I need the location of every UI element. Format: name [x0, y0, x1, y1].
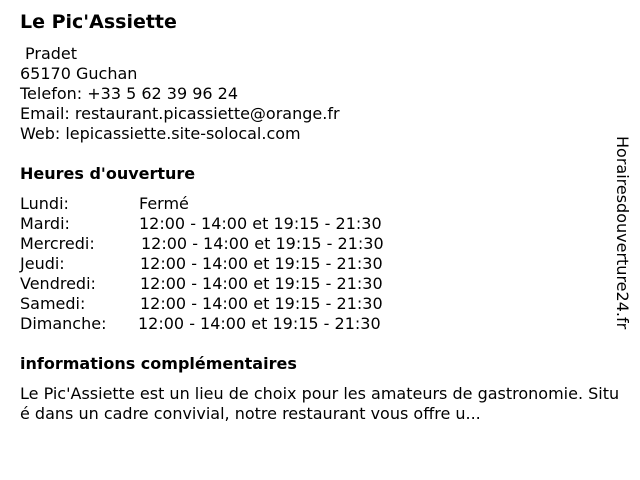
website: Web: lepicassiette.site-solocal.com: [20, 124, 301, 143]
day-label: Vendredi:: [20, 274, 96, 293]
info-heading: informations complémentaires: [20, 354, 297, 373]
day-time: 12:00 - 14:00 et 19:15 - 21:30: [140, 254, 383, 273]
hours-row-mercredi: [20, 234, 384, 254]
day-time: 12:00 - 14:00 et 19:15 - 21:30: [140, 274, 383, 293]
hours-row-vendredi: [20, 274, 384, 294]
hours-table: [20, 194, 384, 334]
day-time: 12:00 - 14:00 et 19:15 - 21:30: [138, 314, 381, 333]
address-street: Pradet: [25, 44, 78, 63]
day-time: 12:00 - 14:00 et 19:15 - 21:30: [141, 234, 384, 253]
hours-row-lundi: [20, 194, 384, 214]
email: Email: restaurant.picassiette@orange.fr: [20, 104, 340, 123]
day-label: Jeudi:: [20, 254, 65, 273]
day-label: Dimanche:: [20, 314, 107, 333]
day-time: Fermé: [139, 194, 189, 213]
restaurant-name: Le Pic'Assiette: [20, 11, 177, 33]
phone: Telefon: +33 5 62 39 96 24: [20, 84, 239, 103]
hours-row-samedi: [20, 294, 384, 314]
day-label: Lundi:: [20, 194, 69, 213]
hours-row-jeudi: [20, 254, 384, 274]
address-city: 65170 Guchan: [20, 64, 138, 83]
day-time: 12:00 - 14:00 et 19:15 - 21:30: [140, 294, 383, 313]
hours-row-dimanche: [20, 314, 384, 334]
info-description: Le Pic'Assiette est un lieu de choix pour les amateurs de gastronomie. Situé dans un cadre convivial, notre restaurant vous offre u...: [20, 384, 620, 423]
day-time: 12:00 - 14:00 et 19:15 - 21:30: [139, 214, 382, 233]
hours-heading: Heures d'ouverture: [20, 164, 196, 183]
contact-block: [20, 44, 340, 144]
day-label: Mardi:: [20, 214, 70, 233]
watermark-vertical: Horairesdouverture24.fr: [613, 136, 632, 330]
hours-row-mardi: [20, 214, 384, 234]
day-label: Mercredi:: [20, 234, 95, 253]
day-label: Samedi:: [20, 294, 86, 313]
